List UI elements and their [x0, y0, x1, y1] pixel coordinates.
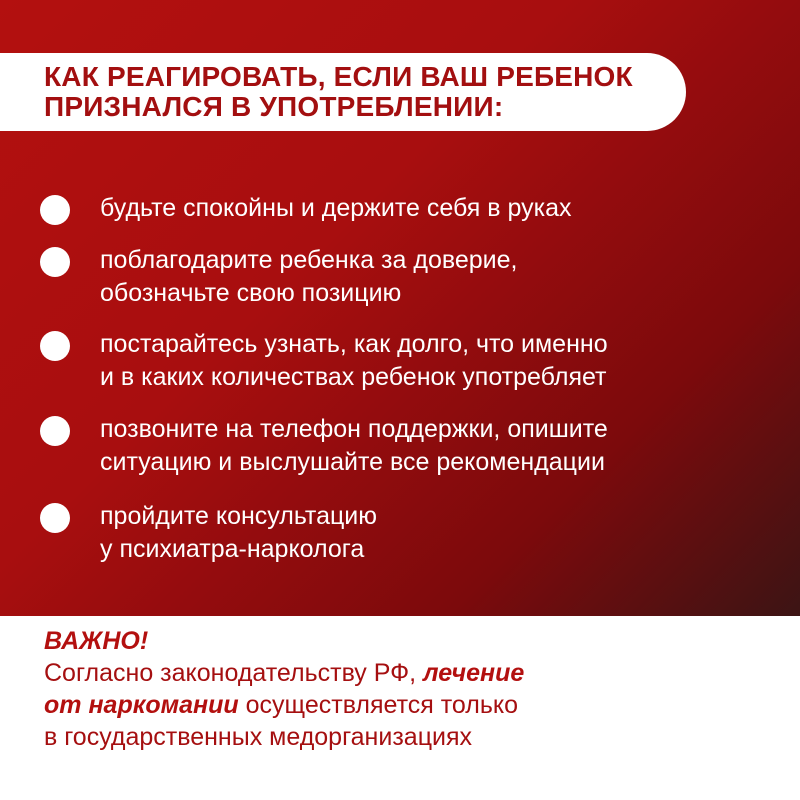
bullet-icon: [40, 503, 70, 533]
list-item-line-1: позвоните на телефон поддержки, опишите: [100, 415, 608, 443]
list-item-line-1: пройдите консультацию: [100, 502, 378, 530]
bullet-icon: [40, 416, 70, 446]
list-item-line-2: и в каких количествах ребенок употребляет: [100, 363, 607, 391]
notice-emphasis: лечение: [423, 659, 525, 687]
list-item-line-2: у психиатра-нарколога: [100, 535, 365, 563]
list-item-text: [100, 328, 780, 394]
notice-line-3: в государственных медорганизациях: [44, 723, 473, 751]
bullet-icon: [40, 195, 70, 225]
notice-title: ВАЖНО!: [44, 627, 149, 655]
list-item-text: [100, 244, 780, 310]
notice-text: осуществляется только: [238, 691, 519, 719]
list-item-line-2: ситуацию и выслушайте все рекомендации: [100, 448, 605, 476]
notice-line-2: [44, 689, 784, 721]
list-item-line-1: будьте спокойны и держите себя в руках: [100, 194, 572, 222]
notice-emphasis: от наркомании: [44, 691, 239, 719]
page-title: [44, 62, 674, 122]
notice-line-1: [44, 657, 784, 689]
bullet-icon: [40, 247, 70, 277]
list-item-line-1: поблагодарите ребенка за доверие,: [100, 246, 518, 274]
notice-text: Согласно законодательству РФ,: [44, 659, 424, 687]
list-item-line-2: обозначьте свою позицию: [100, 279, 402, 307]
title-line-1: КАК РЕАГИРОВАТЬ, ЕСЛИ ВАШ РЕБЕНОК: [44, 61, 633, 92]
list-item-line-1: постарайтесь узнать, как долго, что именно: [100, 330, 608, 358]
title-line-2: ПРИЗНАЛСЯ В УПОТРЕБЛЕНИИ:: [44, 91, 504, 122]
list-item-text: [100, 500, 780, 566]
list-item-text: [100, 192, 780, 225]
bullet-icon: [40, 331, 70, 361]
important-notice: [44, 625, 784, 753]
list-item-text: [100, 413, 780, 479]
